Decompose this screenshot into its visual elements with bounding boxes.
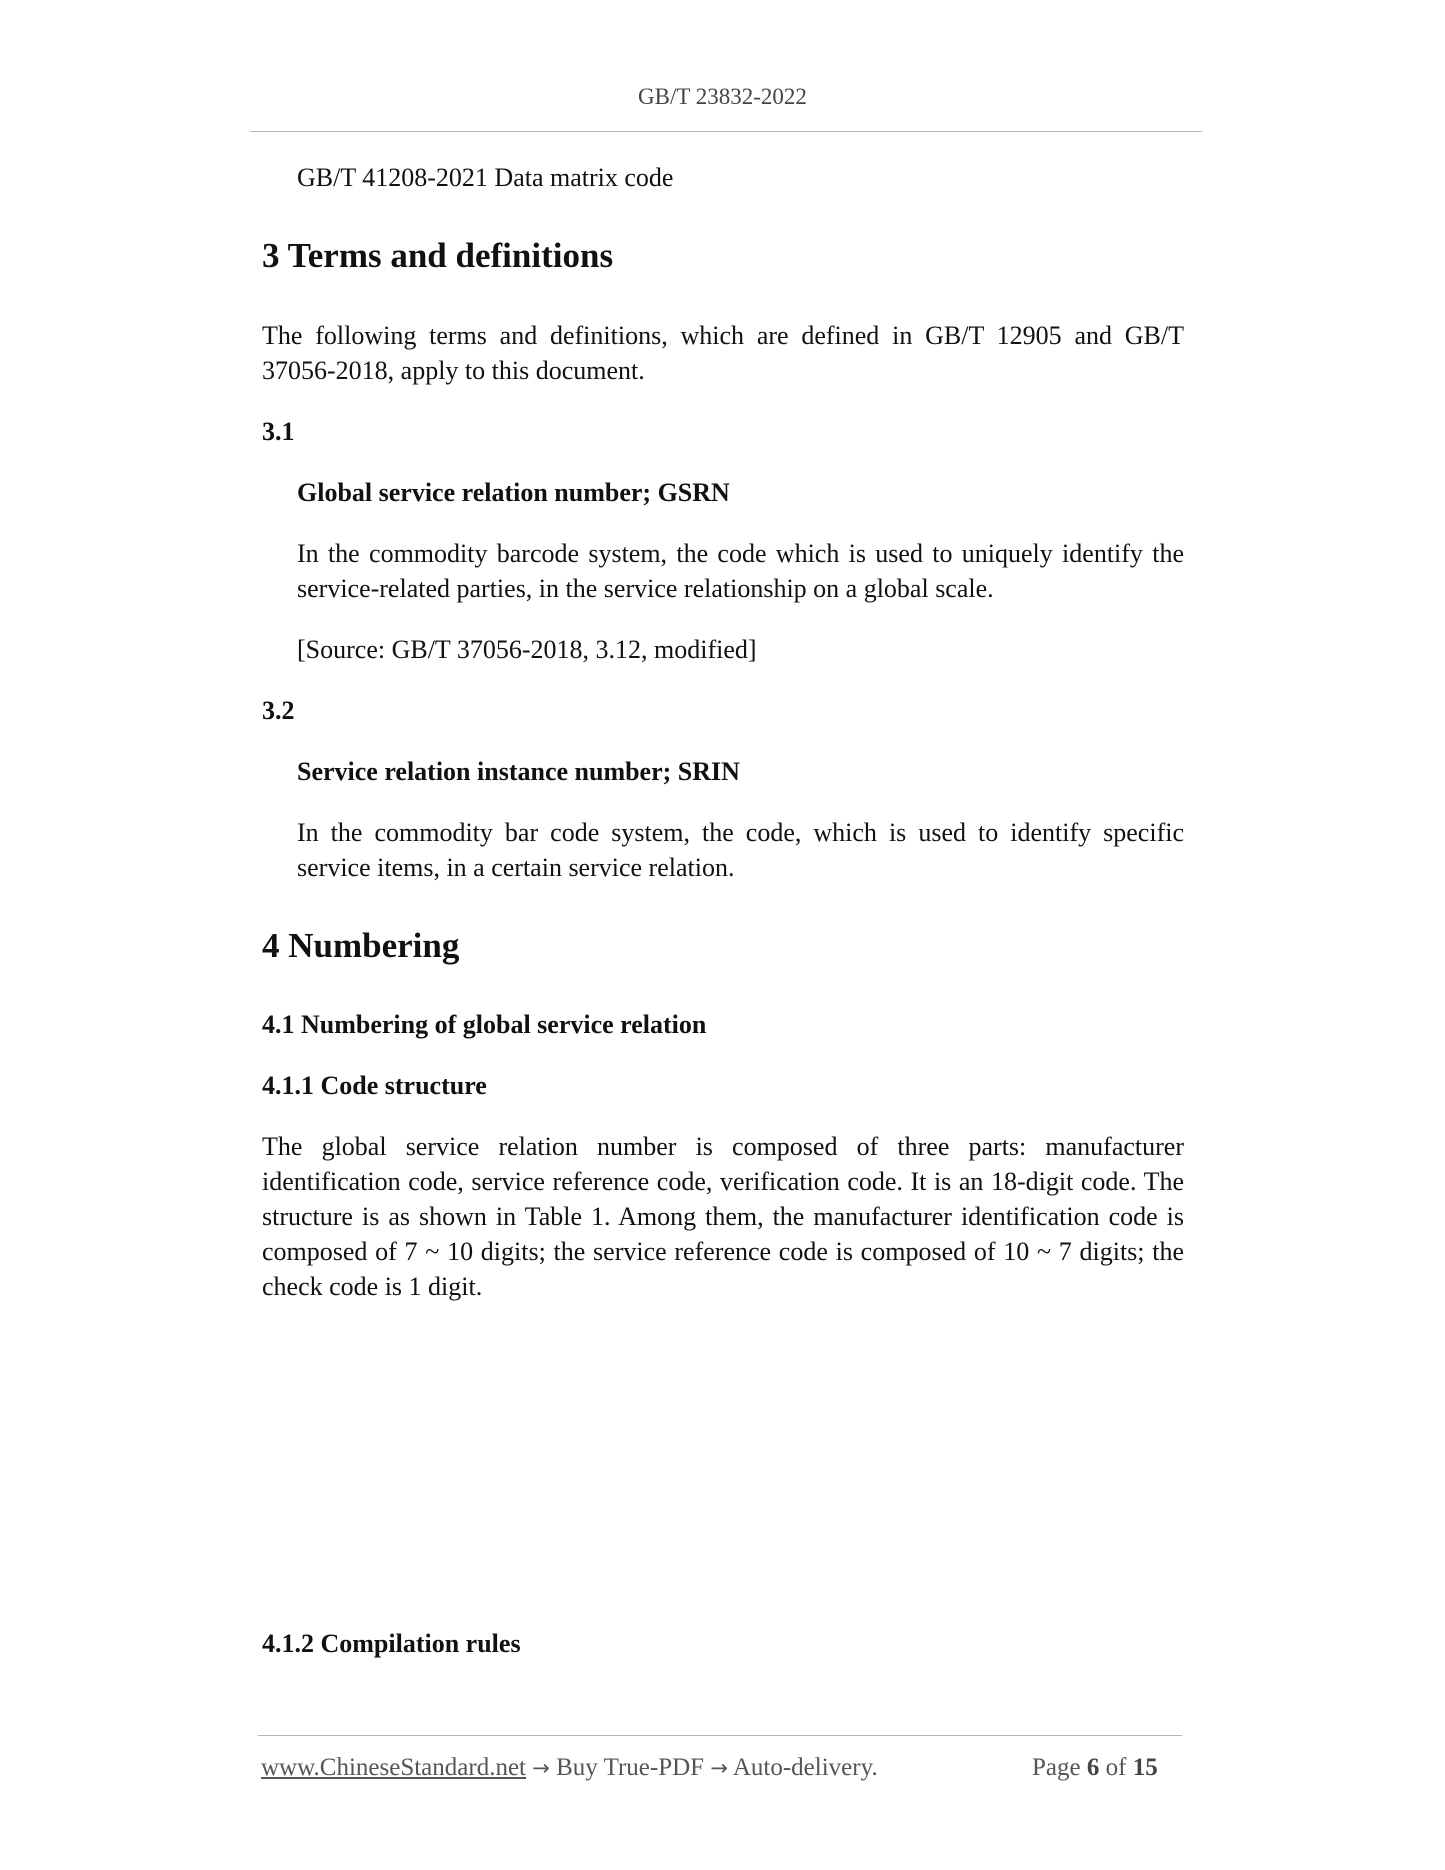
header-divider (250, 131, 1202, 132)
section-3-intro: The following terms and definitions, which are defined in GB/T 12905 and GB/T 37056-2018, apply to this document. (262, 321, 1184, 385)
page-indicator (1032, 1754, 1158, 1782)
footer-buy-text: Buy True-PDF (556, 1754, 705, 1781)
term-number-3-1: 3.1 (262, 417, 295, 446)
section-4-1-1-heading: 4.1.1 Code structure (262, 1071, 487, 1100)
section-4-heading: 4 Numbering (262, 926, 460, 965)
term-3-1-source: [Source: GB/T 37056-2018, 3.12, modified] (297, 635, 757, 664)
footer-divider (258, 1735, 1182, 1736)
footer-delivery-text: Auto-delivery. (732, 1754, 878, 1781)
page-current: 6 (1086, 1754, 1100, 1781)
page-label: Page (1032, 1754, 1081, 1781)
section-3-heading: 3 Terms and definitions (262, 236, 614, 275)
arrow-right-icon: → (710, 1756, 728, 1780)
term-3-2-title: Service relation instance number; SRIN (297, 757, 740, 786)
reference-line: GB/T 41208-2021 Data matrix code (297, 163, 674, 192)
section-4-1-heading: 4.1 Numbering of global service relation (262, 1010, 707, 1039)
page-of-label: of (1105, 1754, 1127, 1781)
term-3-2-definition: In the commodity bar code system, the code, which is used to identify specific service items, in a certain service relation. (297, 818, 1184, 882)
term-3-1-title: Global service relation number; GSRN (297, 478, 730, 507)
term-3-1-definition: In the commodity barcode system, the code which is used to uniquely identify the service-related parties, in the service relationship on a global scale. (297, 539, 1184, 603)
page-total: 15 (1132, 1754, 1158, 1781)
running-header: GB/T 23832-2022 (638, 84, 807, 109)
footer-promo (261, 1754, 878, 1782)
arrow-right-icon: → (532, 1756, 550, 1780)
footer-site-link[interactable]: www.ChineseStandard.net (261, 1754, 526, 1781)
term-number-3-2: 3.2 (262, 696, 295, 725)
section-4-1-1-text: The global service relation number is composed of three parts: manufacturer identification code, service reference code, verification code. It is an 18-digit code. The structure is as shown in Table 1. Among them, the manufacturer identification code is composed of 7 ~ 10 digits; the service reference code is composed of 10 ~ 7 digits; the check code is 1 digit. (262, 1132, 1184, 1301)
section-4-1-2-heading: 4.1.2 Compilation rules (262, 1629, 521, 1658)
